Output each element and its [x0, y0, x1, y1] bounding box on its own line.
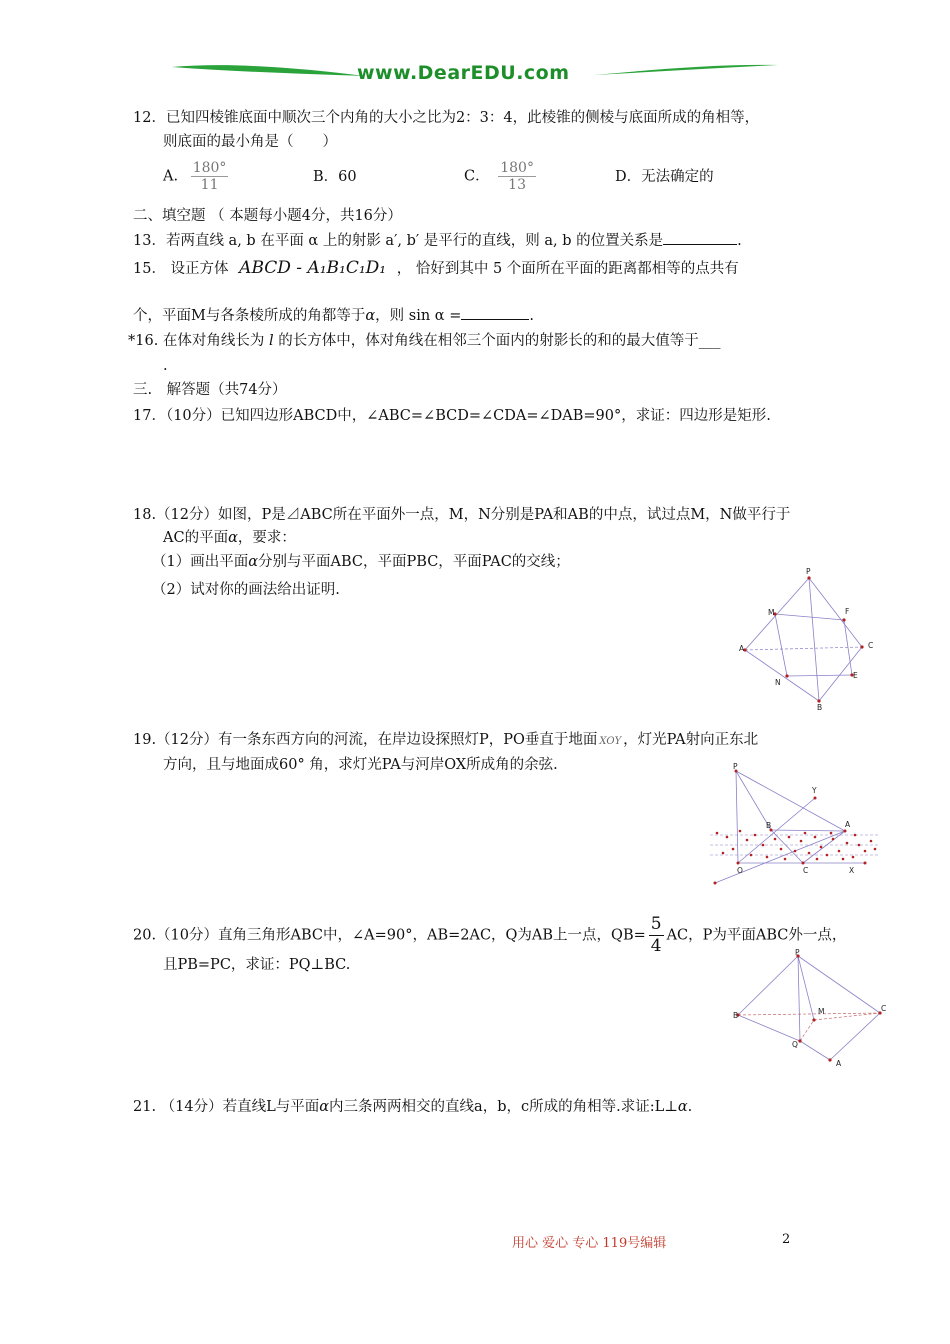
q19-line2: 方向，且与地面成60° 角，求灯光PA与河岸OX所成角的余弦. — [163, 757, 558, 773]
q19-line1-b: ，灯光PA射向正东北 — [623, 732, 759, 748]
q20-fig-label-a: A — [836, 1059, 842, 1068]
q21-end: . — [687, 1099, 693, 1115]
q12-line2: 则底面的最小角是（ ） — [163, 134, 337, 150]
q18-fig-label-b: B — [817, 703, 823, 712]
q18-fig-label-n: N — [775, 678, 781, 687]
section3-title: 三. 解答题（共74分） — [133, 382, 287, 398]
q12-option-c-fraction — [498, 160, 536, 193]
q18-part1-b: 分别与平面ABC，平面PBC，平面PAC的交线； — [258, 554, 570, 570]
q20-fig-label-q: Q — [792, 1040, 798, 1049]
q16-l: l — [269, 333, 274, 349]
q16-line1-b: 的长方体中，体对角线在相邻三个面内的射影长的和的最大值等于___ — [278, 333, 721, 349]
q15-answer-blank — [461, 305, 529, 320]
q12-option-c-denominator: 13 — [508, 177, 526, 193]
q20-fig-label-p: P — [795, 948, 800, 957]
q18-fig-label-c: C — [868, 641, 874, 650]
q18-fig-label-a: A — [739, 644, 745, 653]
q20-line1-a: 20.（10分）直角三角形ABC中，∠A=90°，AB=2AC，Q为AB上一点，QB= — [133, 927, 646, 944]
q12-option-c-numerator: 180° — [500, 160, 534, 176]
q19-fig-label-p: P — [733, 762, 738, 771]
q20-fraction-denominator: 4 — [650, 936, 662, 956]
q18-fig-label-e: E — [853, 671, 858, 680]
q13-text — [133, 230, 742, 251]
q12-option-a — [163, 160, 228, 193]
q18-line2-b: ，要求： — [237, 530, 296, 546]
q18-part1-a: （1）画出平面 — [152, 554, 249, 570]
q13-stem: 13．若两直线 a, b 在平面 α 上的射影 a′, b′ 是平行的直线，则 a, b 的位置关系是 — [133, 233, 664, 249]
q20-fig-label-b: B — [733, 1011, 739, 1020]
q19-fig-label-o: O — [737, 866, 743, 875]
q19-line1 — [133, 730, 758, 752]
header-logo-text: www.DearEDU.com — [357, 62, 570, 84]
section2-title: 二、填空题 （ 本题每小题4分，共16分） — [133, 208, 402, 224]
header-logo-swoosh-left — [170, 58, 370, 88]
q20-line1-b: AC，P为平面ABC外一点， — [666, 927, 847, 944]
q19-fig-label-x: X — [849, 866, 855, 875]
q21-text-a: 21. （14分）若直线L与平面 — [133, 1099, 320, 1115]
q18-part2: （2）试对你的画法给出证明. — [152, 582, 340, 598]
q15-end: . — [529, 308, 534, 324]
q19-xoy: XOY — [599, 736, 622, 747]
q20-fraction — [649, 914, 664, 957]
q19-fig-label-y: Y — [812, 786, 817, 795]
q20-fig-label-c: C — [881, 1004, 887, 1013]
q15-suffix: ， 恰好到其中 5 个面所在平面的距离都相等的点共有 — [396, 261, 739, 277]
page-number: 2 — [782, 1232, 791, 1247]
q13-end: . — [737, 233, 742, 249]
q20-fraction-numerator: 5 — [650, 914, 662, 934]
q15-sin-expr: sin α = — [408, 308, 462, 324]
footer-text: 用心 爱心 专心 119号编辑 — [512, 1236, 667, 1251]
q15-line2-b: ，则 — [375, 308, 405, 324]
q18-line2-a: AC的平面 — [163, 530, 229, 546]
q13-answer-blank — [663, 230, 737, 245]
q16-line1 — [128, 331, 721, 351]
q19-line1-a: 19.（12分）有一条东西方向的河流，在岸边设探照灯P，PO垂直于地面 — [133, 732, 598, 748]
q12-option-c-label: C． — [464, 168, 490, 185]
q12-option-d: D．无法确定的 — [615, 169, 714, 185]
q20-fig-label-m: M — [818, 1007, 825, 1016]
q15-line2-a: 个，平面M与各条棱所成的角都等于 — [133, 308, 366, 324]
q12-line1: 12．已知四棱锥底面中顺次三个内角的大小之比为2：3：4，此棱锥的侧棱与底面所成的角相等， — [133, 110, 760, 126]
q18-fig-label-f: F — [845, 607, 850, 616]
q12-option-a-label: A. — [163, 168, 179, 185]
q19-figure — [705, 762, 885, 890]
header-logo-swoosh-right — [592, 58, 782, 88]
q12-option-a-denominator: 11 — [200, 177, 219, 193]
q19-fig-label-c: C — [803, 866, 809, 875]
q18-fig-label-m: M — [768, 608, 775, 617]
q17-text: 17．（10分）已知四边形ABCD中，∠ABC=∠BCD=∠CDA=∠DAB=90°，求证：四边形是矩形. — [133, 408, 771, 424]
q21-alpha-1: α — [319, 1099, 330, 1115]
q15-line2 — [133, 305, 534, 326]
q18-part1 — [152, 552, 570, 572]
q15-prefix: 15． 设正方体 — [133, 261, 229, 277]
q12-option-a-numerator: 180° — [192, 160, 227, 176]
q18-alpha: α — [228, 530, 238, 546]
q15-alpha: α — [365, 308, 376, 324]
q19-fig-label-a: A — [845, 820, 851, 829]
q18-part1-alpha: α — [248, 554, 259, 570]
q12-option-b: B．60 — [313, 169, 357, 185]
q18-fig-label-p: P — [806, 567, 811, 576]
q20-figure — [730, 948, 890, 1073]
q16-line2: . — [163, 358, 168, 374]
q12-option-a-fraction — [191, 160, 229, 193]
q21-text — [133, 1097, 692, 1117]
q19-fig-label-b: B — [766, 821, 772, 830]
q18-line2 — [163, 528, 296, 548]
q21-text-b: 内三条两两相交的直线a，b，c所成的角相等.求证:L⊥ — [329, 1099, 678, 1115]
q18-figure — [730, 565, 890, 715]
q12-option-c — [464, 160, 536, 193]
q20-line2: 且PB=PC，求证：PQ⊥BC. — [163, 957, 351, 973]
q21-alpha-2: α — [677, 1099, 688, 1115]
q18-line1: 18.（12分）如图，P是⊿ABC所在平面外一点，M，N分别是PA和AB的中点，试过点M，N做平行于 — [133, 507, 791, 523]
q15-cube-formula: ABCD - A₁B₁C₁D₁ — [239, 258, 387, 278]
q15-line1 — [133, 258, 739, 279]
q16-line1-a: *16. 在体对角线长为 — [128, 333, 265, 349]
